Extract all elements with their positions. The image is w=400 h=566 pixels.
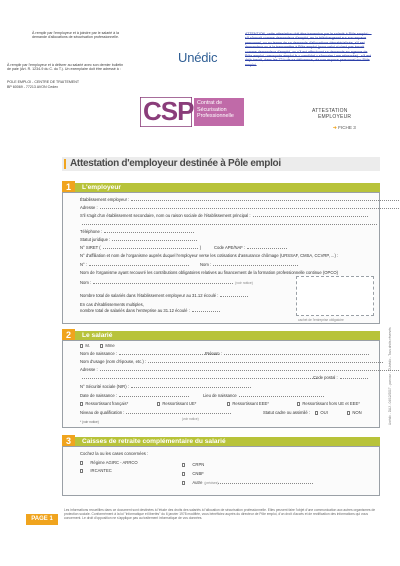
attention-notice: ATTENTION, cette attestation doit être transmise par le salarié à Pôle emploi : - s'il s'inscrit comme demandeur d'emploi, en la téléchargeant sur son espace personnel, ou au terme de sa demande d'allocations dématérialisée, s'il est demandeur ou à la transmettre à Pôle emploi (pour celui-ci n'est pas inscrit comme demandeur d'emploi, ou s'il est effectuant sa demande en agence de Pôle emploi : www.pole-emploi.fr > candidat > s'inscrire / me réinscrire) - s'il est déjà inscrit, dans les 72 h de sa délivrance, via son espace personnel sur Pôle emploi. <box>245 32 372 67</box>
return-instructions: À remplir par l'employeur et à délivrer au salarié avec son dernier bulletin de paie (Art. R. 1234-9 du C. du T.). Un exemplaire doit être adressé à : <box>7 63 124 72</box>
secondaire-field[interactable]: S'il s'agit d'un établissement secondaire, nom ou raison sociale de l'établissement principal : <box>80 213 368 218</box>
page-badge: PAGE 1 <box>26 514 58 525</box>
cachet-hint: cachet de l'entreprise obligatoire <box>298 318 344 322</box>
civilite-mme[interactable]: Mme <box>100 343 115 348</box>
ape-field[interactable]: Code APE/NAF : <box>214 245 287 250</box>
affiliation-nom-field[interactable]: Nom : <box>200 262 298 267</box>
caisse-agirc[interactable]: Régime AGIRC - ARRCO <box>80 460 138 465</box>
date-naissance-field[interactable]: Date de naissance : <box>80 393 189 398</box>
resortissant-hors[interactable]: Ressortissant hors UE et EEE* <box>297 401 360 406</box>
adresse-field[interactable]: Adresse : <box>80 205 400 210</box>
section1-number: 1 <box>62 181 75 194</box>
lieu-naissance-field[interactable]: Lieu de naissance <box>203 393 324 398</box>
side-reference: Unédic - DAJ - 04/12/2017 - parcour - ©Unédic - Tous droits réservés <box>388 327 392 425</box>
resortissant-ue[interactable]: Ressortissant UE* <box>157 401 196 406</box>
salaries-total-field[interactable]: Nombre total de salariés dans l'établissement employeur au 31.12 écoulé : <box>80 293 248 298</box>
csp-text: CSP <box>143 96 194 126</box>
opco-label: Nom de l'organisme ayant recouvré les contributions obligatoires relatives au financement de la formation professionnelle continue (OPCO) <box>80 270 338 275</box>
prenom-field[interactable]: Prénom : <box>205 351 369 356</box>
title-accent <box>64 159 66 169</box>
resortissant-eee[interactable]: Ressortissant EEE* <box>227 401 269 406</box>
legal-notice: Les informations recueillies dans ce document sont destinées à l'étude des droits des salariés à l'allocation de sécurisation professionnelle. Elles peuvent faire l'objet d'une communication aux autres organismes de protection sociale. Conformément à la loi "informatique et libertés" du 6 janvier 1978 modifiée, vous bénéficiez auprès du directeur de Pôle emploi, d'un droit d'accès et de rectification des informations qui vous concernent. Le droit d'opposition ne s'applique pas au traitement informatique de vos données. <box>64 508 376 521</box>
salarie-adresse-field[interactable]: Adresse : <box>80 367 400 372</box>
fiche-tag <box>333 125 356 131</box>
doc-type-2: EMPLOYEUR <box>318 114 352 120</box>
caisse-cnbf[interactable]: CNBF <box>182 471 204 476</box>
unedic-logo: Unédic <box>178 50 218 65</box>
cachet-box[interactable] <box>296 276 374 316</box>
cadre-oui[interactable]: OUI <box>315 410 328 415</box>
opco-hint: (voir notice) <box>235 281 253 285</box>
section1-title: L'employeur <box>82 184 121 191</box>
section3-number: 3 <box>62 435 75 448</box>
footnote: * (voir notice) <box>80 420 99 424</box>
statut-field[interactable]: Statut juridique : <box>80 237 197 242</box>
qualification-hint: (voir notice) <box>182 417 199 421</box>
address-line-2: BP 60069 - 77213 AVON Cedex <box>7 84 59 89</box>
cadre-non[interactable]: NON <box>347 410 362 415</box>
secu-field[interactable]: N° Sécurité sociale (NIR) : <box>80 384 251 389</box>
doc-type-1: ATTESTATION <box>312 108 348 114</box>
arrow-right-icon: ➔ <box>333 125 337 130</box>
telephone-field[interactable]: Téléphone : <box>80 229 194 234</box>
employer-join-note: À remplir par l'employeur et à joindre par le salarié à la demande d'allocations de sécurisation professionnelle. <box>32 31 119 40</box>
statut-cadre-label: Statut cadre ou assimilé : <box>263 410 311 415</box>
caisse-ircantec[interactable]: IRCANTEC <box>80 468 112 473</box>
checkbox-mme[interactable] <box>100 344 103 347</box>
caisse-crpn[interactable]: CRPN <box>182 462 204 467</box>
section2-number: 2 <box>62 329 75 342</box>
csp-label-1: Contrat de <box>197 100 223 106</box>
nom-usage-field[interactable]: Nom d'usage (nom d'épouse, etc.) : <box>80 359 383 364</box>
address-line-1: POLE EMPLOI - CENTRE DE TRAITEMENT <box>7 80 80 84</box>
page-title: Attestation d'employeur destinée à Pôle emploi <box>70 158 281 169</box>
section3-title: Caisses de retraite complémentaire du salarié <box>82 438 226 445</box>
nom-naissance-field[interactable]: Nom de naissance : <box>80 351 219 356</box>
affiliation-num-field[interactable]: N° : <box>80 262 189 267</box>
siret-field[interactable]: N° SIRET ( ) <box>80 245 202 250</box>
caisses-instruction: Cochez la ou les cases concernées : <box>80 451 149 456</box>
section2-title: Le salarié <box>82 332 113 339</box>
salaries-entreprise-field[interactable]: nombre total de salariés dans l'entreprise au 31.12 écoulé : <box>80 308 220 313</box>
etablissement-field[interactable]: Établissement employeur : <box>80 197 400 202</box>
opco-nom-field[interactable]: Nom : (voir notice) <box>80 280 253 285</box>
csp-label-2: Sécurisation <box>197 106 227 113</box>
multiples-label: En cas d'établissements multiples, <box>80 302 144 307</box>
fiche-label: FICHE 3 <box>338 125 356 130</box>
affiliation-label: N° d'affiliation et nom de l'organisme auprès duquel l'employeur verse les cotisations d'assurance chômage (URSSAF, CMSA, CCVRP, ...) : <box>80 253 339 258</box>
csp-logo <box>140 97 192 127</box>
civilite-m[interactable]: M. <box>80 343 90 348</box>
resortissant-fr[interactable]: Ressortissant français* <box>80 401 128 406</box>
checkbox-m[interactable] <box>80 344 83 347</box>
caisse-autre[interactable]: Autre (précisez) <box>182 480 313 486</box>
qualification-field[interactable]: Niveau de qualification : <box>80 410 231 415</box>
code-postal-field[interactable]: Code postal : <box>313 375 368 380</box>
csp-label-3: Professionnelle <box>197 113 234 120</box>
csp-label-box <box>194 98 244 126</box>
